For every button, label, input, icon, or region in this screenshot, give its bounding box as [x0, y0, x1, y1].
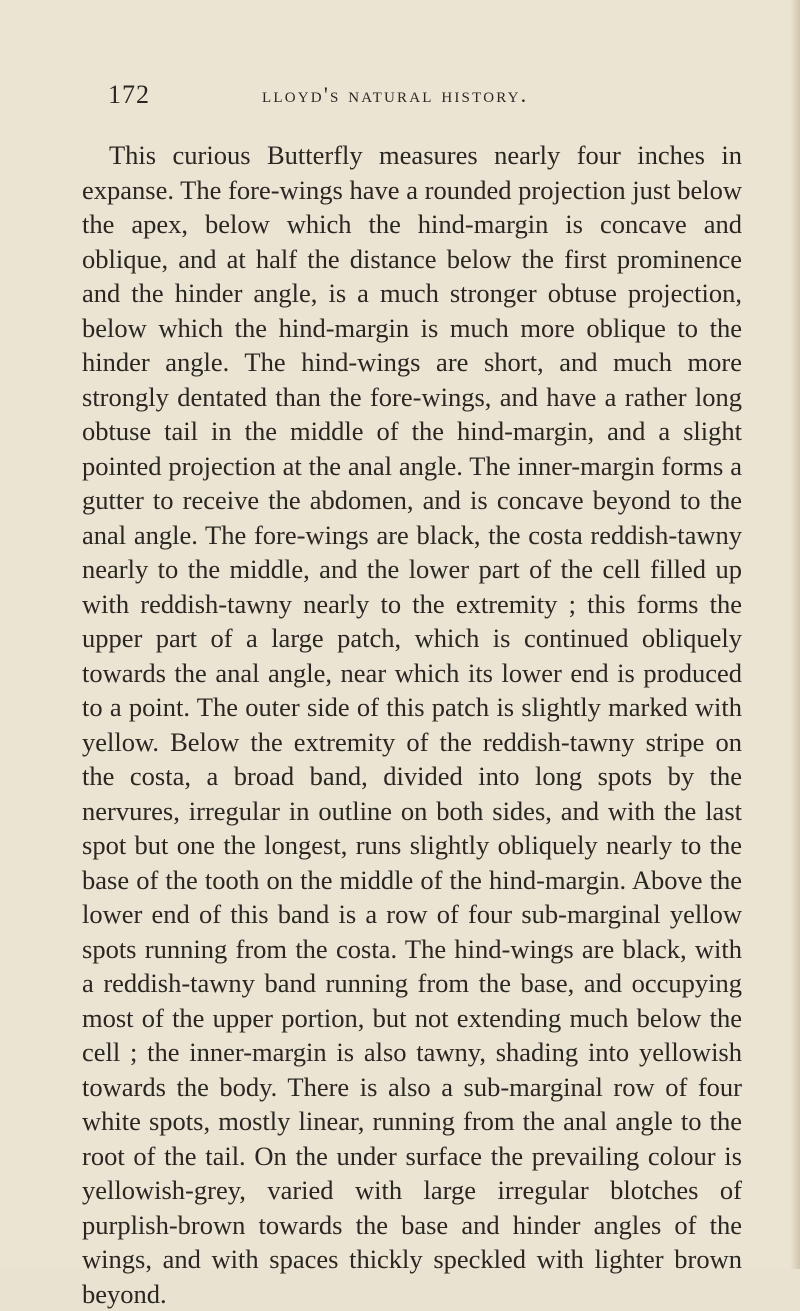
page-edge-shadow [790, 0, 800, 1269]
body-paragraph: This curious Butterfly measures nearly four inches in expanse. The fore-wings have a rounded projection just below the apex, below which the hind-margin is concave and oblique, and at half the distance below the first prominence and the hinder angle, is a much stronger obtuse projection, below which the hind-margin is much more oblique to the hinder angle. The hind-wings are short, and much more strongly dentated than the fore-wings, and have a rather long obtuse tail in the middle of the hind-margin, and a slight pointed projection at the anal angle. The inner-margin forms a gutter to receive the abdomen, and is concave beyond to the anal angle. The fore-wings are black, the costa reddish-tawny nearly to the middle, and the lower part of the cell filled up with reddish-tawny nearly to the extremity ; this forms the upper part of a large patch, which is continued obliquely towards the anal angle, near which its lower end is produced to a point. The outer side of this patch is slightly marked with yellow. Below the extremity of the reddish-tawny stripe on the costa, a broad band, divided into long spots by the nervures, irregular in outline on both sides, and with the last spot but one the longest, runs slightly obliquely nearly to the base of the tooth on the middle of the hind-margin. Above the lower end of this band is a row of four sub-marginal yellow spots running from the costa. The hind-wings are black, with a reddish-tawny band running from the base, and occupying most of the upper portion, but not extending much below the cell ; the inner-margin is also tawny, shading into yellowish towards the body. There is also a sub-marginal row of four white spots, mostly linear, running from the anal angle to the root of the tail. On the under surface the prevailing colour is yellowish-grey, varied with large irregular blotches of purplish-brown towards the base and hinder angles of the wings, and with spaces thickly speckled with lighter brown beyond. [82, 140, 742, 1309]
running-head: lloyd's natural history. [262, 82, 529, 107]
page-number: 172 [108, 80, 150, 109]
